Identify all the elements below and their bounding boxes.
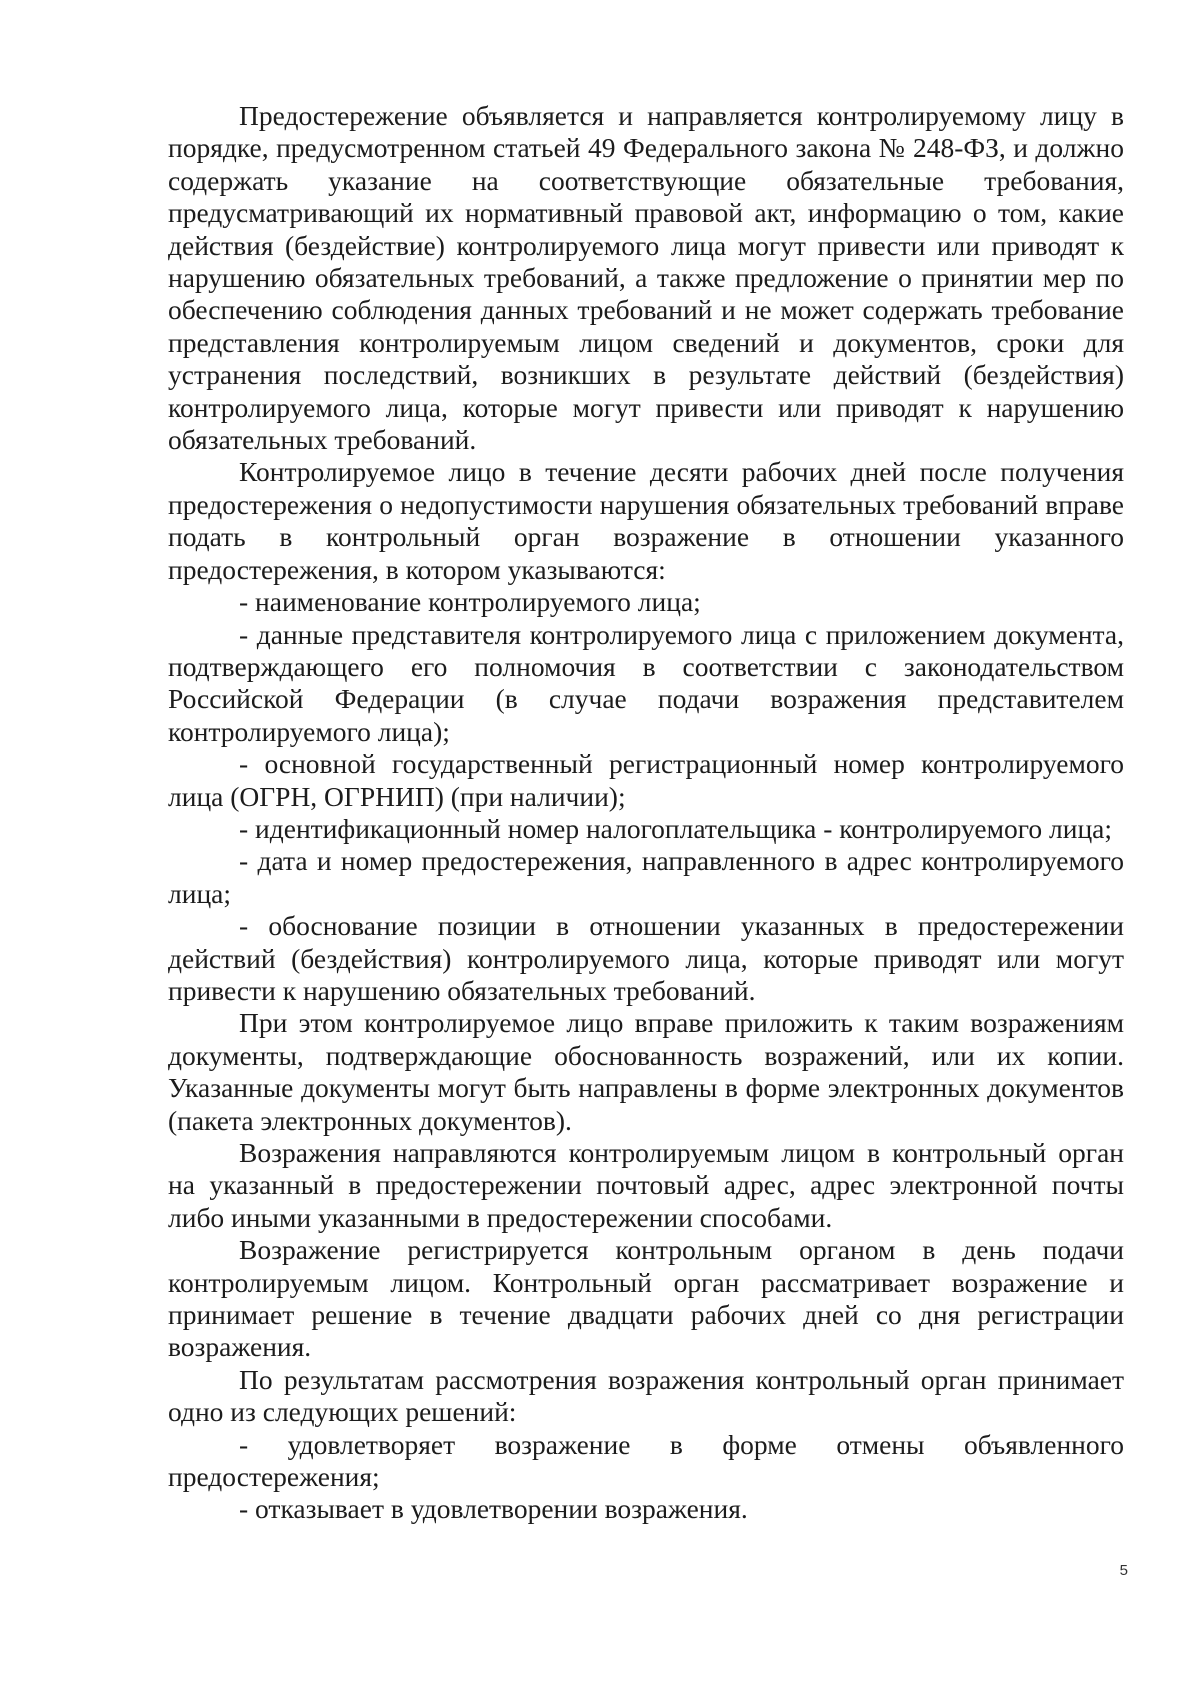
paragraph-objection-sending: Возражения направляются контролируемым лицом в контрольный орган на указанный в предостережении почтовый адрес, адрес электронной почты либо иными указанными в предостережении способами.	[168, 1137, 1124, 1233]
paragraph-objection-right: Контролируемое лицо в течение десяти рабочих дней после получения предостережения о недопустимости нарушения обязательных требований вправе подать в контрольный орган возражение в отношении указанного предостережения, в котором указываются:	[168, 456, 1124, 585]
document-body	[168, 100, 1124, 1526]
paragraph-attachments: При этом контролируемое лицо вправе приложить к таким возражениям документы, подтверждающие обоснованность возражений, или их копии. Указанные документы могут быть направлены в форме электронных документов (пакета электронных документов).	[168, 1007, 1124, 1136]
paragraph-decision-intro: По результатам рассмотрения возражения контрольный орган принимает одно из следующих решений:	[168, 1363, 1124, 1428]
paragraph-warning-delivery: Предостережение объявляется и направляется контролируемому лицу в порядке, предусмотренном статьей 49 Федерального закона № 248-ФЗ, и должно содержать указание на соответствующие обязательные требования, предусматривающий их нормативный правовой акт, информацию о том, какие действия (бездействие) контролируемого лица могут привести или приводят к нарушению обязательных требований, а также предложение о принятии мер по обеспечению соблюдения данных требований и не может содержать требование представления контролируемым лицом сведений и документов, сроки для устранения последствий, возникших в результате действий (бездействия) контролируемого лица, которые могут привести или приводят к нарушению обязательных требований.	[168, 100, 1124, 456]
list-item-representative: - данные представителя контролируемого лица с приложением документа, подтверждающего его полномочия в соответствии с законодательством Российской Федерации (в случае подачи возражения представителем контролируемого лица);	[168, 618, 1124, 747]
page-number: 5	[1119, 1562, 1128, 1579]
list-item-name: - наименование контролируемого лица;	[239, 586, 701, 618]
paragraph-objection-registration: Возражение регистрируется контрольным органом в день подачи контролируемым лицом. Контрольный орган рассматривает возражение и принимает решение в течение двадцати рабочих дней со дня регистрации возражения.	[168, 1234, 1124, 1363]
list-item-ogrn: - основной государственный регистрационный номер контролируемого лица (ОГРН, ОГРНИП) (при наличии);	[168, 748, 1124, 812]
list-item-warning-date-number: - дата и номер предостережения, направленного в адрес контролируемого лица;	[168, 845, 1124, 909]
list-item-refuse: - отказывает в удовлетворении возражения.	[239, 1493, 748, 1525]
list-item-satisfy: - удовлетворяет возражение в форме отмены объявленного предостережения;	[168, 1428, 1124, 1493]
list-item-justification: - обоснование позиции в отношении указанных в предостережении действий (бездействия) контролируемого лица, которые приводят или могут привести к нарушению обязательных требований.	[168, 910, 1124, 1006]
list-item-inn: - идентификационный номер налогоплательщика - контролируемого лица;	[239, 812, 1113, 844]
